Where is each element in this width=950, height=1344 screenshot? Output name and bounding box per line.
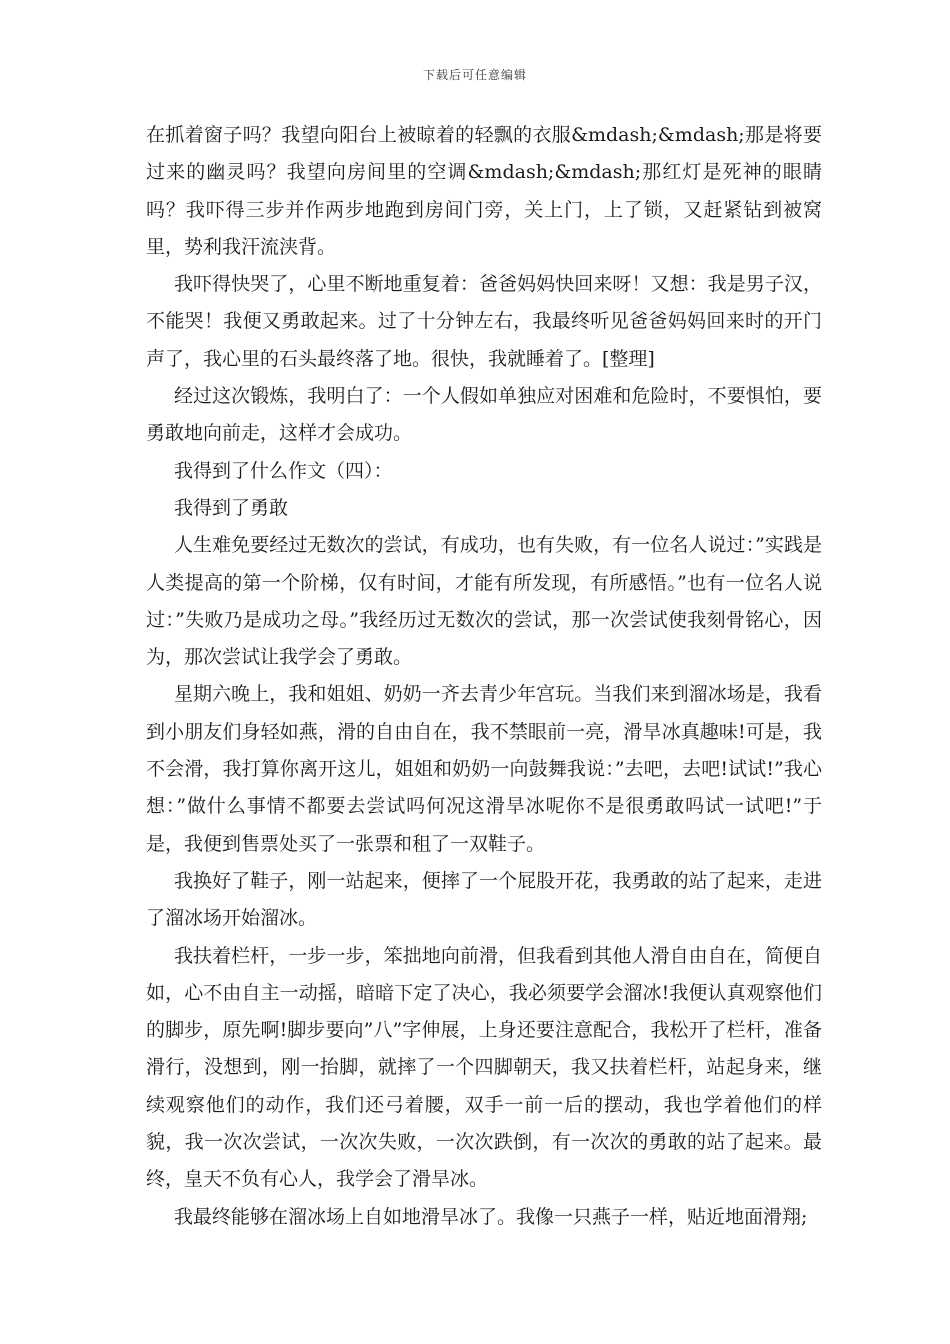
document-body bbox=[146, 117, 822, 1236]
essay-title: 我得到了勇敢 bbox=[174, 496, 289, 519]
paragraph: 星期六晚上，我和姐姐、奶奶一齐去青少年宫玩。当我们来到溜冰场是，我看到小朋友们身轻如燕，滑的自由自在，我不禁眼前一亮，滑旱冰真趣味!可是，我不会滑，我打算你离开这儿，姐姐和奶奶一向鼓舞我说：”去吧，去吧!试试!”我心想：”做什么事情不都要去尝试吗何况这滑旱冰呢你不是很勇敢吗试一试吧!”于是，我便到售票处买了一张票和租了一双鞋子。 bbox=[146, 683, 822, 855]
paragraph: 我最终能够在溜冰场上自如地滑旱冰了。我像一只燕子一样，贴近地面滑翔; bbox=[174, 1205, 808, 1228]
paragraph-continued: 在抓着窗子吗？我望向阳台上被晾着的轻飘的衣服&mdash;&mdash;那是将要过来的幽灵吗？我望向房间里的空调&mdash;&mdash;那红灯是死神的眼睛吗？我吓得三步并作两步地跑到房间门旁，关上门，上了锁，又赶紧钻到被窝里，势利我汗流浃背。 bbox=[146, 124, 822, 258]
paragraph: 我扶着栏杆，一步一步，笨拙地向前滑，但我看到其他人滑自由自在，简便自如，心不由自主一动摇，暗暗下定了决心，我必须要学会溜冰!我便认真观察他们的脚步，原先啊!脚步要向”八”字伸展，上身还要注意配合，我松开了栏杆，准备滑行，没想到，刚一抬脚，就摔了一个四脚朝天，我又扶着栏杆，站起身来，继续观察他们的动作，我们还弓着腰，双手一前一后的摆动，我也学着他们的样貌，我一次次尝试，一次次失败，一次次跌倒，有一次次的勇敢的站了起来。最终，皇天不负有心人，我学会了滑旱冰。 bbox=[146, 944, 822, 1191]
paragraph: 我吓得快哭了，心里不断地重复着：爸爸妈妈快回来呀！又想：我是男子汉，不能哭！我便又勇敢起来。过了十分钟左右，我最终听见爸爸妈妈回来时的开门声了，我心里的石头最终落了地。很快，我就睡着了。[整理] bbox=[146, 273, 822, 370]
page-header: 下载后可任意编辑 bbox=[422, 68, 527, 82]
section-heading: 我得到了什么作文（四）： bbox=[174, 459, 393, 482]
paragraph: 我换好了鞋子，刚一站起来，便摔了一个屁股开花，我勇敢的站了起来，走进了溜冰场开始溜冰。 bbox=[146, 869, 822, 930]
paragraph: 人生难免要经过无数次的尝试，有成功，也有失败，有一位名人说过：”实践是人类提高的第一个阶梯，仅有时间，才能有所发现，有所感悟。”也有一位名人说过：”失败乃是成功之母。”我经历过无数次的尝试，那一次尝试使我刻骨铭心，因为，那次尝试让我学会了勇敢。 bbox=[146, 534, 822, 669]
paragraph: 经过这次锻炼，我明白了：一个人假如单独应对困难和危险时，不要惧怕，要勇敢地向前走，这样才会成功。 bbox=[146, 385, 822, 445]
